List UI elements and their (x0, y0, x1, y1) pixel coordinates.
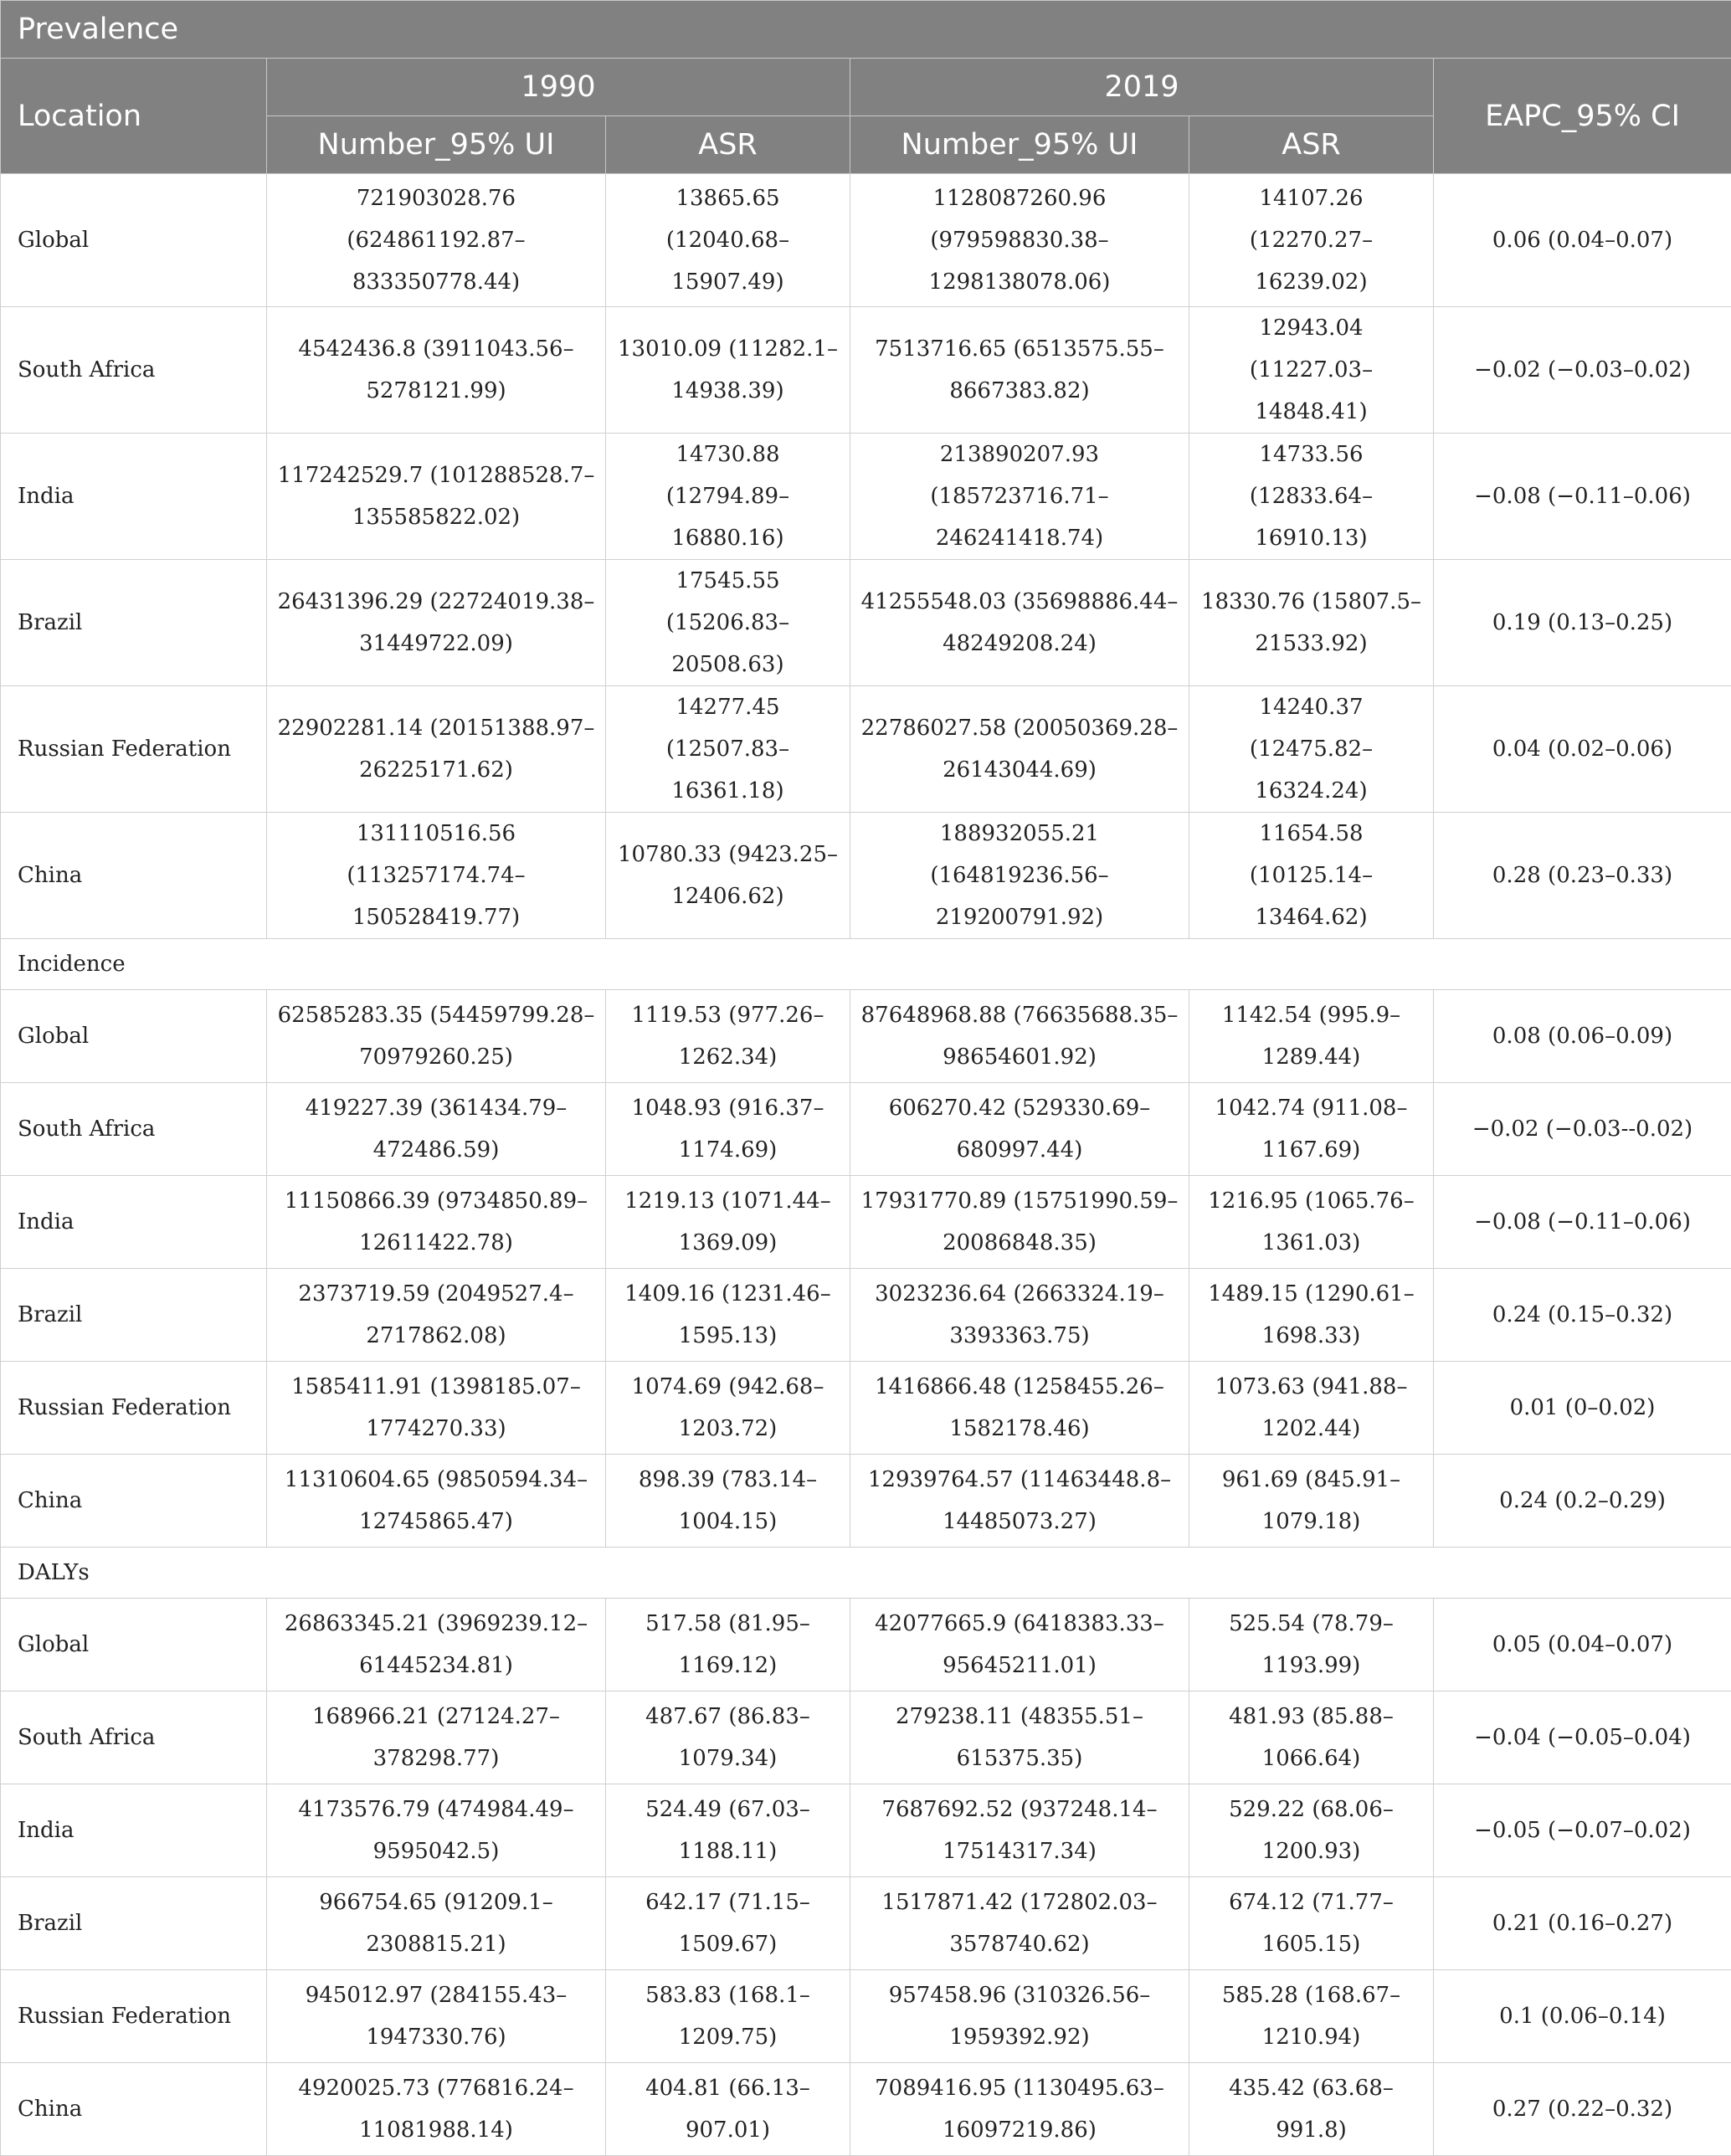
asr-1990-cell: 13010.09 (11282.1–14938.39) (606, 307, 850, 434)
asr-2019-cell: 11654.58 (10125.14–13464.62) (1189, 813, 1434, 939)
location-cell: South Africa (1, 307, 267, 434)
eapc-cell: 0.24 (0.2–0.29) (1434, 1455, 1731, 1548)
number-1990-cell: 26863345.21 (3969239.12–61445234.81) (267, 1599, 606, 1691)
table-row (1, 1176, 1731, 1269)
location-header: Location (1, 59, 267, 174)
asr-1990-cell: 404.81 (66.13–907.01) (606, 2063, 850, 2156)
eapc-cell: 0.08 (0.06–0.09) (1434, 990, 1731, 1083)
section-header-row (1, 1548, 1731, 1599)
number-1990-cell: 4542436.8 (3911043.56–5278121.99) (267, 307, 606, 434)
number-1990-cell: 721903028.76 (624861192.87–833350778.44) (267, 174, 606, 307)
asr-1990-cell: 583.83 (168.1–1209.75) (606, 1970, 850, 2063)
number-2019-cell: 1416866.48 (1258455.26–1582178.46) (850, 1362, 1189, 1455)
number-1990-cell: 26431396.29 (22724019.38–31449722.09) (267, 560, 606, 686)
section-header-row (1, 939, 1731, 990)
location-cell: India (1, 434, 267, 560)
number-2019-cell: 1517871.42 (172802.03–3578740.62) (850, 1877, 1189, 1970)
number-2019-cell: 17931770.89 (15751990.59–20086848.35) (850, 1176, 1189, 1269)
asr-1990-cell: 1119.53 (977.26–1262.34) (606, 990, 850, 1083)
asr-1990-header: ASR (606, 116, 850, 174)
asr-1990-cell: 17545.55 (15206.83–20508.63) (606, 560, 850, 686)
asr-1990-cell: 10780.33 (9423.25–12406.62) (606, 813, 850, 939)
eapc-cell: 0.19 (0.13–0.25) (1434, 560, 1731, 686)
location-cell: China (1, 813, 267, 939)
number-2019-cell: 606270.42 (529330.69–680997.44) (850, 1083, 1189, 1176)
table-title: Prevalence (1, 1, 1731, 59)
table-row (1, 434, 1731, 560)
year-1990-header: 1990 (267, 59, 850, 116)
table-row (1, 1784, 1731, 1877)
number-1990-cell: 168966.21 (27124.27–378298.77) (267, 1691, 606, 1784)
eapc-cell: 0.28 (0.23–0.33) (1434, 813, 1731, 939)
asr-1990-cell: 487.67 (86.83–1079.34) (606, 1691, 850, 1784)
number-2019-cell: 7089416.95 (1130495.63–16097219.86) (850, 2063, 1189, 2156)
number-2019-cell: 188932055.21 (164819236.56–219200791.92) (850, 813, 1189, 939)
number-2019-cell: 1128087260.96 (979598830.38–1298138078.06) (850, 174, 1189, 307)
number-2019-cell: 42077665.9 (6418383.33–95645211.01) (850, 1599, 1189, 1691)
number-1990-header: Number_95% UI (267, 116, 606, 174)
number-1990-cell: 62585283.35 (54459799.28–70979260.25) (267, 990, 606, 1083)
asr-2019-cell: 961.69 (845.91–1079.18) (1189, 1455, 1434, 1548)
number-2019-cell: 41255548.03 (35698886.44–48249208.24) (850, 560, 1189, 686)
number-1990-cell: 131110516.56 (113257174.74–150528419.77) (267, 813, 606, 939)
eapc-header: EAPC_95% CI (1434, 59, 1731, 174)
location-cell: Russian Federation (1, 1970, 267, 2063)
table-row (1, 1877, 1731, 1970)
number-2019-cell: 22786027.58 (20050369.28–26143044.69) (850, 686, 1189, 813)
asr-1990-cell: 898.39 (783.14–1004.15) (606, 1455, 850, 1548)
location-cell: Brazil (1, 560, 267, 686)
eapc-cell: −0.05 (−0.07–0.02) (1434, 1784, 1731, 1877)
table-row (1, 813, 1731, 939)
asr-2019-header: ASR (1189, 116, 1434, 174)
eapc-cell: 0.05 (0.04–0.07) (1434, 1599, 1731, 1691)
table-row (1, 307, 1731, 434)
asr-2019-cell: 1042.74 (911.08–1167.69) (1189, 1083, 1434, 1176)
table-row (1, 2063, 1731, 2156)
eapc-cell: −0.08 (−0.11–0.06) (1434, 1176, 1731, 1269)
asr-2019-cell: 12943.04 (11227.03–14848.41) (1189, 307, 1434, 434)
asr-1990-cell: 14277.45 (12507.83–16361.18) (606, 686, 850, 813)
table-row (1, 1691, 1731, 1784)
section-label: Incidence (1, 939, 1731, 990)
year-2019-header: 2019 (850, 59, 1434, 116)
location-cell: Russian Federation (1, 686, 267, 813)
number-2019-cell: 279238.11 (48355.51–615375.35) (850, 1691, 1189, 1784)
table-row (1, 1362, 1731, 1455)
eapc-cell: −0.02 (−0.03--0.02) (1434, 1083, 1731, 1176)
number-1990-cell: 11310604.65 (9850594.34–12745865.47) (267, 1455, 606, 1548)
asr-1990-cell: 1074.69 (942.68–1203.72) (606, 1362, 850, 1455)
number-1990-cell: 1585411.91 (1398185.07–1774270.33) (267, 1362, 606, 1455)
table-row (1, 1970, 1731, 2063)
asr-2019-cell: 1073.63 (941.88–1202.44) (1189, 1362, 1434, 1455)
asr-1990-cell: 14730.88 (12794.89–16880.16) (606, 434, 850, 560)
asr-1990-cell: 1219.13 (1071.44–1369.09) (606, 1176, 850, 1269)
location-cell: Global (1, 1599, 267, 1691)
asr-2019-cell: 1142.54 (995.9–1289.44) (1189, 990, 1434, 1083)
table-row (1, 174, 1731, 307)
section-label: DALYs (1, 1548, 1731, 1599)
number-2019-cell: 213890207.93 (185723716.71–246241418.74) (850, 434, 1189, 560)
eapc-cell: 0.24 (0.15–0.32) (1434, 1269, 1731, 1362)
asr-2019-cell: 435.42 (63.68–991.8) (1189, 2063, 1434, 2156)
location-cell: China (1, 2063, 267, 2156)
eapc-cell: 0.04 (0.02–0.06) (1434, 686, 1731, 813)
number-1990-cell: 945012.97 (284155.43–1947330.76) (267, 1970, 606, 2063)
asr-1990-cell: 1048.93 (916.37–1174.69) (606, 1083, 850, 1176)
table-row (1, 1599, 1731, 1691)
asr-2019-cell: 18330.76 (15807.5–21533.92) (1189, 560, 1434, 686)
asr-2019-cell: 1216.95 (1065.76–1361.03) (1189, 1176, 1434, 1269)
number-1990-cell: 419227.39 (361434.79–472486.59) (267, 1083, 606, 1176)
number-1990-cell: 4173576.79 (474984.49–9595042.5) (267, 1784, 606, 1877)
asr-2019-cell: 14240.37 (12475.82–16324.24) (1189, 686, 1434, 813)
location-cell: China (1, 1455, 267, 1548)
number-1990-cell: 966754.65 (91209.1–2308815.21) (267, 1877, 606, 1970)
asr-2019-cell: 674.12 (71.77–1605.15) (1189, 1877, 1434, 1970)
asr-2019-cell: 1489.15 (1290.61–1698.33) (1189, 1269, 1434, 1362)
table-row (1, 1455, 1731, 1548)
eapc-cell: 0.21 (0.16–0.27) (1434, 1877, 1731, 1970)
number-2019-header: Number_95% UI (850, 116, 1189, 174)
number-1990-cell: 11150866.39 (9734850.89–12611422.78) (267, 1176, 606, 1269)
asr-2019-cell: 529.22 (68.06–1200.93) (1189, 1784, 1434, 1877)
number-1990-cell: 2373719.59 (2049527.4–2717862.08) (267, 1269, 606, 1362)
asr-1990-cell: 517.58 (81.95–1169.12) (606, 1599, 850, 1691)
location-cell: Brazil (1, 1269, 267, 1362)
location-cell: India (1, 1176, 267, 1269)
location-cell: South Africa (1, 1083, 267, 1176)
table-header (1, 1, 1731, 174)
number-2019-cell: 7513716.65 (6513575.55–8667383.82) (850, 307, 1189, 434)
location-cell: India (1, 1784, 267, 1877)
asr-2019-cell: 14733.56 (12833.64–16910.13) (1189, 434, 1434, 560)
asr-1990-cell: 524.49 (67.03–1188.11) (606, 1784, 850, 1877)
table-row (1, 1083, 1731, 1176)
eapc-cell: 0.27 (0.22–0.32) (1434, 2063, 1731, 2156)
number-1990-cell: 22902281.14 (20151388.97–26225171.62) (267, 686, 606, 813)
asr-2019-cell: 525.54 (78.79–1193.99) (1189, 1599, 1434, 1691)
number-2019-cell: 957458.96 (310326.56–1959392.92) (850, 1970, 1189, 2063)
asr-2019-cell: 585.28 (168.67–1210.94) (1189, 1970, 1434, 2063)
table-row (1, 990, 1731, 1083)
table-row (1, 686, 1731, 813)
location-cell: Global (1, 990, 267, 1083)
number-1990-cell: 4920025.73 (776816.24–11081988.14) (267, 2063, 606, 2156)
eapc-cell: −0.04 (−0.05–0.04) (1434, 1691, 1731, 1784)
table-row (1, 560, 1731, 686)
number-1990-cell: 117242529.7 (101288528.7–135585822.02) (267, 434, 606, 560)
asr-1990-cell: 1409.16 (1231.46–1595.13) (606, 1269, 850, 1362)
table-row (1, 1269, 1731, 1362)
location-cell: Global (1, 174, 267, 307)
number-2019-cell: 3023236.64 (2663324.19–3393363.75) (850, 1269, 1189, 1362)
table-body (1, 174, 1731, 2156)
location-cell: South Africa (1, 1691, 267, 1784)
asr-1990-cell: 13865.65 (12040.68–15907.49) (606, 174, 850, 307)
number-2019-cell: 87648968.88 (76635688.35–98654601.92) (850, 990, 1189, 1083)
number-2019-cell: 7687692.52 (937248.14–17514317.34) (850, 1784, 1189, 1877)
asr-1990-cell: 642.17 (71.15–1509.67) (606, 1877, 850, 1970)
eapc-cell: 0.01 (0–0.02) (1434, 1362, 1731, 1455)
eapc-cell: 0.06 (0.04–0.07) (1434, 174, 1731, 307)
eapc-cell: −0.08 (−0.11–0.06) (1434, 434, 1731, 560)
asr-2019-cell: 14107.26 (12270.27–16239.02) (1189, 174, 1434, 307)
number-2019-cell: 12939764.57 (11463448.8–14485073.27) (850, 1455, 1189, 1548)
location-cell: Brazil (1, 1877, 267, 1970)
eapc-cell: 0.1 (0.06–0.14) (1434, 1970, 1731, 2063)
eapc-cell: −0.02 (−0.03–0.02) (1434, 307, 1731, 434)
asr-2019-cell: 481.93 (85.88–1066.64) (1189, 1691, 1434, 1784)
location-cell: Russian Federation (1, 1362, 267, 1455)
